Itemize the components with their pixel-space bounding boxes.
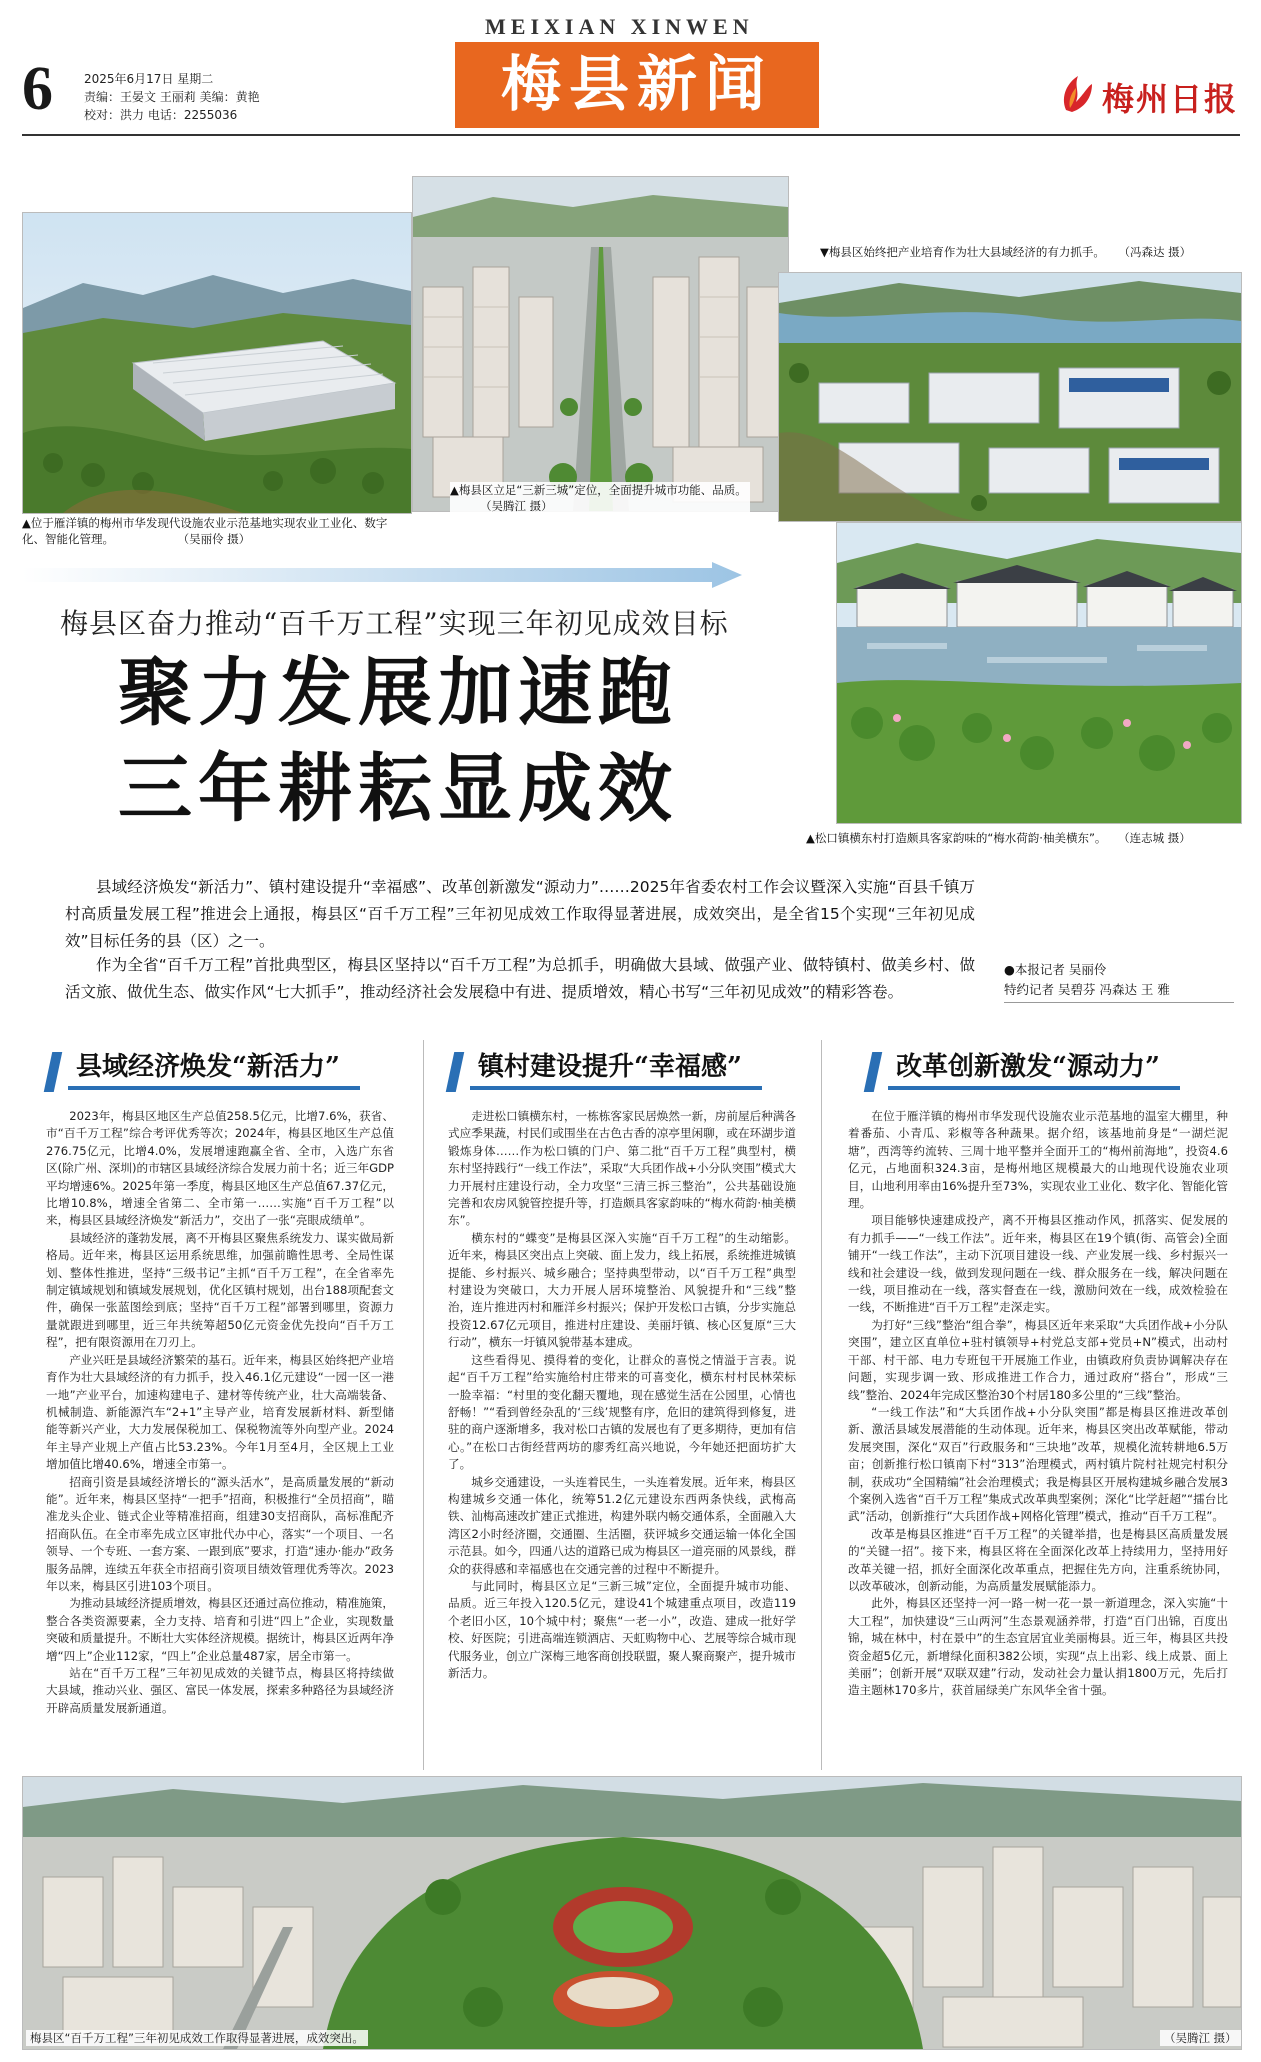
article-paragraph: 站在“百千万工程”三年初见成效的关键节点，梅县区将持续做大县域，推动兴业、强区、富民一体发展，探索多种路径为县域经济开辟高质量发展新通道。 [46, 1666, 394, 1715]
date-line: 2025年6月17日 星期二 [84, 72, 214, 86]
photo-industrial-park [778, 272, 1242, 522]
section-header-county-economy [48, 1048, 388, 1090]
article-paragraph: 项目能够快速建成投产，离不开梅县区推动作风，抓落实、促发展的有力抓手——“一线工作法”。近年来，梅县区在19个镇(街、高管会)全面铺开“一线工作法”，主动下沉项目建设一线、产业发展一线、乡村振兴一线和社会建设一线，做到发现问题在一线、群众服务在一线，解决问题在一线，项目推动在一线，落实督查在一线，激励问效在一线，成效检验在一线，不断推进“百千万工程”走深走实。 [848, 1213, 1228, 1315]
headline-line-1: 聚力发展加速跑 [118, 650, 678, 736]
paper-name: 梅州日报 [1102, 80, 1239, 118]
article-paragraph: “一线工作法”和“大兵团作战+小分队突围”都是梅县区推进改革创新、激活县域发展潜能的生动体现。近年来，梅县区突出改革赋能，带动发展突围，深化“双百”行政服务和“三块地”改革，规模化流转耕地6.5万亩；创新推行松口镇南下村“313”治理模式，两村镇片院村社规完村积分制，获成功“全国精编”社会治理模式；我是梅县区开展构建城乡融合发展3个案例入选省“百千万工程”集成式改革典型案例；深化“比学赶超”“擂台比武”活动，创新推行“大兵团作战+网格化管理”模式，推动“百千万工程”。 [848, 1404, 1228, 1524]
column-village-building [448, 1108, 796, 1760]
photo-caption-industry [820, 244, 1240, 260]
byline [1004, 960, 1170, 1000]
article-paragraph: 2023年，梅县区地区生产总值258.5亿元，比增7.6%，获省、市“百千万工程”综合考评优秀等次；2024年，梅县区地区生产总值276.75亿元，比增4.0%，发展增速跑赢全省、全市，入选广东省区(除广州、深圳)的市辖区县域经济综合发展力前十名；近三年GDP平均增速6%。2025年第一季度，梅县区地区生产总值67.37亿元，比增10.8%，增速全省第二、全市第一……实施“百千万工程”以来，梅县区县域经济焕发“新活力”，交出了一张“亮眼成绩单”。 [46, 1109, 394, 1228]
caption-text: ▲梅县区立足“三新三城”定位，全面提升城市功能、品质。 [450, 483, 747, 497]
lead-paragraph-1: 县域经济焕发“新活力”、镇村建设提升“幸福感”、改革创新激发“源动力”……2025年省委农村工作会议暨深入实施“百县千镇万村高质量发展工程”推进会上通报，梅县区“百千万工程”三年初见成效工作取得显著进展，成效突出，是全省15个实现“三年初见成效”目标任务的县（区）之一。 [65, 878, 975, 950]
article-paragraph: 产业兴旺是县域经济繁荣的基石。近年来，梅县区始终把产业培育作为壮大县域经济的有力抓手，投入46.1亿元建设“一园一区一港一地”产业平台，加速构建电子、建材等传统产业，壮大高端装备、机械制造、新能源汽车“2+1”主导产业，培育发展新材料、新型储能等新兴产业，大力发展保税加工、保税物流等外向型产业。2024年主导产业规上产值占比53.23%。今年1月至4月，全区规上工业增加值比增40.6%，增速全市第一。 [46, 1352, 394, 1472]
lead-paragraph-2: 作为全省“百千万工程”首批典型区，梅县区坚持以“百千万工程”为总抓手，明确做大县域、做强产业、做特镇村、做美乡村、做活文旅、做优生态、做实作风“七大抓手”，推动经济社会发展稳中有进、提质增效，精心书写“三年初见成效”的精彩答卷。 [65, 956, 975, 1001]
section-header-village-building [450, 1048, 790, 1090]
column-divider [821, 1040, 822, 1770]
headline-line-2: 三年耕耘显成效 [118, 746, 678, 832]
caption-text: ▲位于雁洋镇的梅州市华发现代设施农业示范基地实现农业工业化、数字化、智能化管理。 [22, 516, 388, 546]
article-paragraph: 此外，梅县区还坚持一河一路一树一花一景一新道理念，深入实施“十大工程”，加快建设“三山两河”生态景观涵养带，打造“百门出锦，百度出锦，城在林中，村在景中”的生态宜居宜业美丽梅县。近三年，梅县区共投资金超5亿元，新增绿化面积382公顷，实现“点上出彩、线上成景、面上美丽”；创新开展“双联双建”行动，发动社会力量认捐1800万元，先后打造主题林170多片，获首届绿美广东风华全省十强。 [848, 1596, 1228, 1698]
proof-line: 校对：洪力 电话：2255036 [84, 108, 238, 122]
photo-caption-village [806, 830, 1240, 846]
section-header-reform [868, 1048, 1208, 1090]
section-header-bar [864, 1052, 883, 1092]
paper-logo-icon [1058, 72, 1096, 114]
caption-credit: （连志城 摄） [1118, 831, 1191, 845]
caption-text: ▼梅县区始终把产业培育作为壮大县域经济的有力抓手。 [820, 245, 1105, 259]
photo-hakka-village [836, 522, 1242, 824]
caption-text: ▲松口镇横东村打造颇具客家韵味的“梅水荷韵·柚美横东”。 [806, 831, 1107, 845]
column-reform [848, 1108, 1228, 1760]
caption-credit: （吴腾江 摄） [1164, 2031, 1237, 2045]
photo-city-avenue [412, 176, 789, 512]
column-county-economy [46, 1108, 394, 1760]
masthead-rule [22, 134, 1240, 136]
article-paragraph: 县域经济的蓬勃发展，离不开梅县区聚焦系统发力、谋实做局新格局。近年来，梅县区运用系统思维，加强前瞻性思考、全局性谋划、整体性推进，坚持“三级书记”主抓“百千万工程”，在全省率先制定镇域规划和镇域发展规划，优化区镇村规划，出台188项配套文件，确保一张蓝图绘到底；坚持“百千万工程”部署到哪里，资源力量就跟进到哪里，近三年共统筹超50亿元资金优先投向“百千万工程”，把有限资源用在刀刃上。 [46, 1230, 394, 1350]
column-divider [423, 1040, 424, 1770]
article-paragraph: 为推动县域经济提质增效，梅县区还通过高位推动，精准施策，整合各类资源要素，全力支持、培育和引进“四上”企业，实现数量突破和质量提升。不断壮大实体经济规模。据统计，梅县区近两年净增“四上”企业112家，“四上”企业总量487家，居全市第一。 [46, 1596, 394, 1663]
article-paragraph: 改革是梅县区推进“百千万工程”的关键举措，也是梅县区高质量发展的“关键一招”。接下来，梅县区将在全面深化改革上持续用力，坚持用好改革关键一招，抓好全面深化改革重点，把握住先方向，注重系统协同，以改革破冰，创新动能，为高质量发展赋能添力。 [848, 1526, 1228, 1593]
section-pinyin: MEIXIAN XINWEN [485, 14, 754, 39]
article-paragraph: 招商引资是县域经济增长的“源头活水”，是高质量发展的“新动能”。近年来，梅县区坚持“一把手”招商，积极推行“全员招商”，瞄准龙头企业、链式企业等精准招商，组建30支招商队，高标准配齐招商队伍。在全市率先成立区审批代办中心，落实“一个项目、一名领导、一个专班、一套方案、一跟到底”要求，打造“速办·能办”政务服务品牌，连续五年获全市招商引资项目绩效管理优秀等次。2023年以来，梅县区引进103个项目。 [46, 1474, 394, 1593]
photo-caption-city [450, 482, 750, 514]
editor-line: 责编：王晏文 王丽莉 美编：黄艳 [84, 90, 260, 104]
article-paragraph: 与此同时，梅县区立足“三新三城”定位，全面提升城市功能、品质。近三年投入120.5亿元，建设41个城建重点项目，改造119个老旧小区，10个城中村；聚焦“一老一小”，改造、建成一批好学校、好医院；引进高端连锁酒店、天虹购物中心、艺展等综合城市现代服务业，创立广深梅三地客商创投联盟，聚人聚商聚产，提升城市新活力。 [448, 1578, 796, 1680]
article-paragraph: 走进松口镇横东村，一栋栋客家民居焕然一新，房前屋后种满各式应季果蔬，村民们或围坐在古色古香的凉亭里闲聊，或在环湖步道锻炼身体……作为松口镇的门户、第二批“百千万工程”典型村，横东村坚持践行“一线工作法”，采取“大兵团作战+小分队突围”模式大力开展村庄建设行动，全力攻坚“三清三拆三整治”，公共基础设施完善和农房风貌管控提升等，打造颇具客家韵味的“梅水荷韵·柚美横东”。 [448, 1109, 796, 1228]
section-header-bar [446, 1052, 465, 1092]
section-title: 梅县新闻 [455, 42, 819, 128]
edition-meta [84, 70, 260, 124]
article-paragraph: 城乡交通建设，一头连着民生，一头连着发展。近年来，梅县区构建城乡交通一体化，统筹51.2亿元建设东西两条快线，武梅高铁、汕梅高速改扩建正式推进，构建外联内畅交通体系，全面融入大湾区2小时经济圈，交通圈、生活圈，获评城乡交通运输一体化全国示范县。如今，四通八达的道路已成为梅县区一道亮丽的风景线，群众的获得感和幸福感也在交通完善的过程中不断提升。 [448, 1474, 796, 1576]
article-paragraph: 为打好“三线”整治“组合拳”，梅县区近年来采取“大兵团作战+小分队突围”，建立区直单位+驻村镇领导+村党总支部+党员+N”模式，出动村干部、村干部、电力专班包干开展施工作业，由镇政府负责协调解决存在问题，实现步调一致、形成推进工作合力，通过政府“搭台”，形成“三线”整治、2024年完成区整治30个村居180多公里的“三线”整治。 [848, 1317, 1228, 1402]
byline-reporter: ●本报记者 吴丽伶 [1004, 962, 1107, 977]
caption-credit: （吴腾江 摄） [480, 499, 553, 513]
photo-caption-greenhouse [22, 515, 410, 547]
caption-credit: （冯森达 摄） [1118, 245, 1192, 259]
byline-rule [1004, 1002, 1234, 1003]
caption-text: 梅县区“百千万工程”三年初见成效工作取得显著进展，成效突出。 [30, 2031, 364, 2045]
article-paragraph: 在位于雁洋镇的梅州市华发现代设施农业示范基地的温室大棚里，种着番茄、小青瓜、彩椒等各种蔬果。据介绍，该基地前身是“一湖烂泥塘”，西湾等约流转、三周十地平整并全面开工的“梅州前海地”，投资4.6亿元，占地面积324.3亩，是梅州地区规模最大的山地现代设施农业项目，山地利用率由16%提升至73%，实现农业工业化、数字化、智能化管理。 [848, 1109, 1228, 1211]
article-paragraph: 横东村的“蝶变”是梅县区深入实施“百千万工程”的生动缩影。近年来，梅县区突出点上突破、面上发力，线上拓展，系统推进城镇提能、乡村振兴、城乡融合；坚持典型带动，以“百千万工程”典型村建设为突破口，大力开展人居环境整治、风貌提升和“三线”整治，连片推进丙村和雁洋乡村振兴；保护开发松口古镇，分步实施总投资12.67亿元项目，推进村庄建设、美丽圩镇、核心区复原“三大行动”，横东一圩镇风貌带基本建成。 [448, 1230, 796, 1350]
caption-credit: （吴丽伶 摄） [177, 532, 251, 546]
photo-caption-aerial [26, 2030, 368, 2046]
headline-arrow-band [22, 562, 742, 588]
section-header-bar [44, 1052, 63, 1092]
byline-correspondents: 特约记者 吴碧芬 冯森达 王 雅 [1004, 982, 1170, 997]
section-header-label: 县域经济焕发“新活力” [68, 1048, 360, 1090]
page-number: 6 [22, 55, 53, 123]
photo-aerial-stadium [22, 1776, 1242, 2050]
photo-credit-aerial [1160, 2030, 1241, 2046]
photo-greenhouse-farm [22, 212, 412, 514]
headline-subhead: 梅县区奋力推动“百千万工程”实现三年初见成效目标 [60, 607, 729, 640]
section-header-label: 改革创新激发“源动力” [888, 1048, 1180, 1090]
article-paragraph: 这些看得见、摸得着的变化，让群众的喜悦之情溢于言表。说起“百千万工程”给实施给村庄带来的可喜变化，横东村村民林荣标一脸幸福：“村里的变化翻天覆地，现在感觉生活在公园里，心情也舒畅！”“看到曾经杂乱的‘三线’规整有序，危旧的建筑得到修复，进驻的商户逐渐增多，我对松口古镇的发展也有了更多期待，更加有信心。”在松口古街经营两坊的廖秀红高兴地说，今年她还把面坊扩大了。 [448, 1352, 796, 1472]
section-header-label: 镇村建设提升“幸福感” [470, 1048, 762, 1090]
